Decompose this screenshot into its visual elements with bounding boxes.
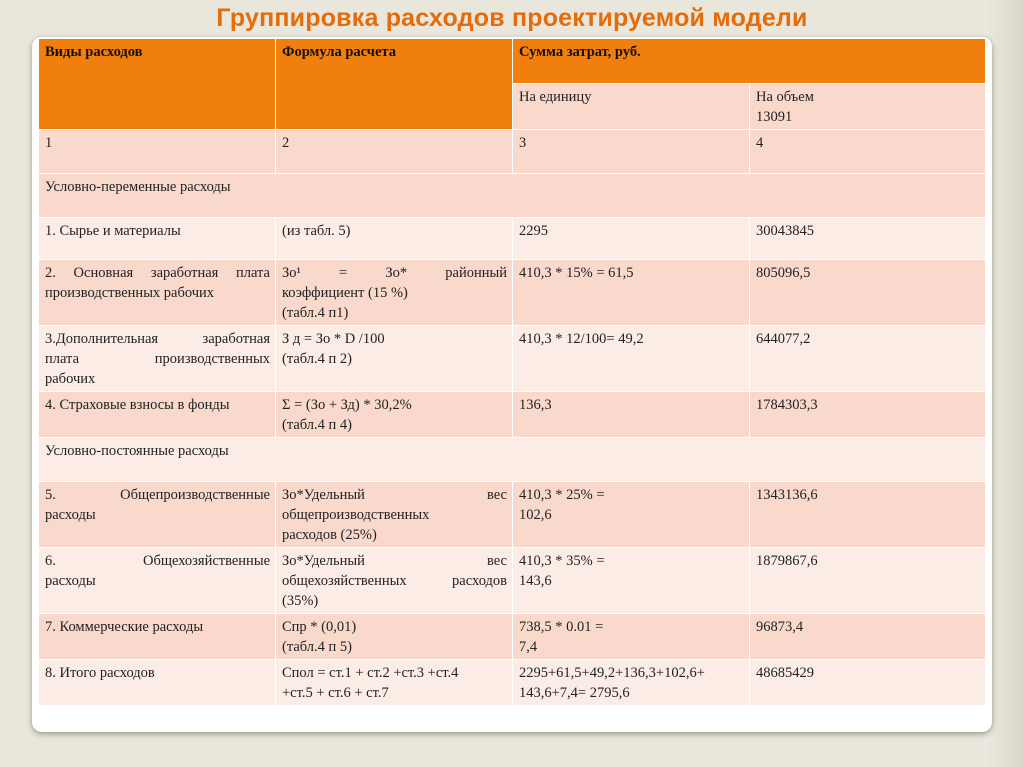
expense-name: 6. Общехозяйственные расходы <box>39 548 276 614</box>
expense-unit-cost: 738,5 * 0.01 = 7,4 <box>513 614 750 660</box>
table-row <box>39 326 986 392</box>
table-row <box>39 130 986 174</box>
expense-formula: Σ = (Зо + Зд) * 30,2% (табл.4 п 4) <box>276 392 513 438</box>
expense-total-cost: 30043845 <box>750 218 986 260</box>
table-row <box>39 482 986 548</box>
expense-unit-cost: 2295 <box>513 218 750 260</box>
expense-name: 1. Сырье и материалы <box>39 218 276 260</box>
expense-formula: (из табл. 5) <box>276 218 513 260</box>
expense-unit-cost: 2295+61,5+49,2+136,3+102,6+ 143,6+7,4= 2795,6 <box>513 660 750 706</box>
expense-unit-cost: 410,3 * 35% = 143,6 <box>513 548 750 614</box>
table-row <box>39 548 986 614</box>
table-row <box>39 392 986 438</box>
table-row <box>39 260 986 326</box>
expense-name: 8. Итого расходов <box>39 660 276 706</box>
header-cost-sum: Сумма затрат, руб. <box>513 39 986 84</box>
header-expense-types: Виды расходов <box>39 39 276 130</box>
expense-unit-cost: 136,3 <box>513 392 750 438</box>
table-row <box>39 660 986 706</box>
expense-name: 4. Страховые взносы в фонды <box>39 392 276 438</box>
expense-unit-cost: 410,3 * 25% = 102,6 <box>513 482 750 548</box>
page-title: Группировка расходов проектируемой модели <box>216 4 808 32</box>
header-formula: Формула расчета <box>276 39 513 130</box>
expense-total-cost: 1784303,3 <box>750 392 986 438</box>
table-row <box>39 218 986 260</box>
expense-name: 5. Общепроизводственные расходы <box>39 482 276 548</box>
expense-name: 2. Основная заработная плата производственных рабочих <box>39 260 276 326</box>
expense-name: 3.Дополнительная заработная плата производственных рабочих <box>39 326 276 392</box>
column-number: 4 <box>750 130 986 174</box>
expense-total-cost: 96873,4 <box>750 614 986 660</box>
expense-total-cost: 644077,2 <box>750 326 986 392</box>
section-row <box>39 174 986 218</box>
expense-name: 7. Коммерческие расходы <box>39 614 276 660</box>
expense-formula: З д = Зо * D /100 (табл.4 п 2) <box>276 326 513 392</box>
column-number: 3 <box>513 130 750 174</box>
section-fixed-costs: Условно-постоянные расходы <box>39 438 986 482</box>
column-number: 1 <box>39 130 276 174</box>
table-row <box>39 614 986 660</box>
subheader-per-volume: На объем 13091 <box>750 84 986 130</box>
expense-total-cost: 1343136,6 <box>750 482 986 548</box>
section-row <box>39 438 986 482</box>
subheader-per-unit: На единицу <box>513 84 750 130</box>
section-variable-costs: Условно-переменные расходы <box>39 174 986 218</box>
expense-total-cost: 1879867,6 <box>750 548 986 614</box>
expense-formula: Зо*Удельный вес общехозяйственных расходов (35%) <box>276 548 513 614</box>
expense-unit-cost: 410,3 * 12/100= 49,2 <box>513 326 750 392</box>
expense-total-cost: 805096,5 <box>750 260 986 326</box>
expense-formula: Спр * (0,01) (табл.4 п 5) <box>276 614 513 660</box>
expense-formula: Зо*Удельный вес общепроизводственных расходов (25%) <box>276 482 513 548</box>
expense-table <box>38 38 986 706</box>
expense-total-cost: 48685429 <box>750 660 986 706</box>
expense-formula: Зо¹ = Зо* районный коэффициент (15 %) (табл.4 п1) <box>276 260 513 326</box>
expense-unit-cost: 410,3 * 15% = 61,5 <box>513 260 750 326</box>
column-number: 2 <box>276 130 513 174</box>
expense-formula: Спол = ст.1 + ст.2 +ст.3 +ст.4 +ст.5 + ст.6 + ст.7 <box>276 660 513 706</box>
